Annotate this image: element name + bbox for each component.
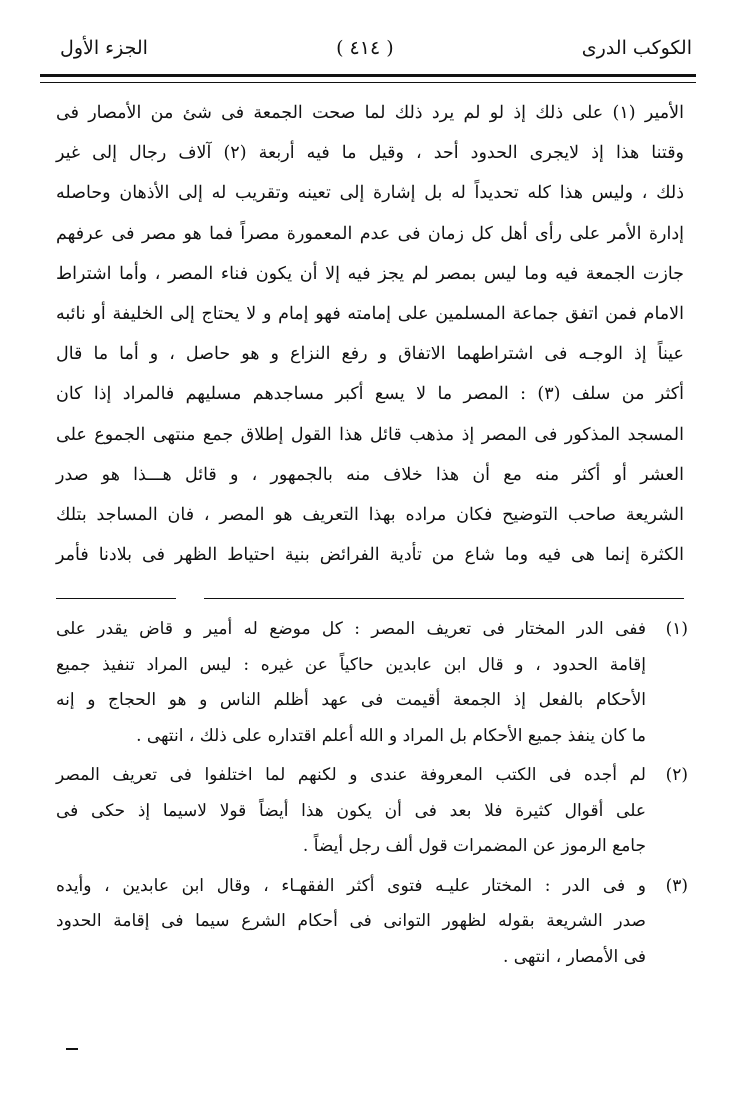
footnote-divider [56,598,684,602]
text-line: الأمير (١) على ذلك إذ لو لم يرد ذلك لما صحت الجمعة فى شئ من الأمصار فى [56,103,684,123]
volume-label: الجزء الأول [60,37,148,59]
text-line: الشريعة صاحب التوضيح فكان مراده بهذا التعريف هو المصر ، فان المساجد بتلك [56,505,684,526]
footnote-line: الأحكام بالفعل إذ الجمعة أقيمت فى عهد أظلم الناس و هو الحجاج و إنه [56,690,646,710]
footnote-line: صدر الشريعة بقوله لظهور التوانى فى أحكام الشرع سيما فى إقامة الحدود [56,911,646,931]
text-line: عيناً إذ الوجـه فى اشتراطهما الاتفاق و رفع النزاع و هو حاصل ، و أما ما قال [56,344,684,365]
footnote-line: ففى الدر المختار فى تعريف المصر : كل موضع له أمير و قاض يقدر على [56,619,646,639]
footnote-line: ما كان ينفذ جميع الأحكام بل المراد و الله أعلم اقتداره على ذلك ، انتهى . [136,725,646,746]
footnote-1 [56,612,688,754]
footnote-number: (١) [665,619,688,639]
book-title: الكوكب الدرى [581,37,692,59]
footnote-line: و فى الدر : المختار عليـه فتوى أكثر الفقهـاء ، وقال ابن عابدين ، وأيده [56,875,646,896]
footnote-text [56,869,646,976]
footnote-line: جامع الرموز عن المضمرات قول ألف رجل أيضاً . [302,836,646,856]
text-line: جازت الجمعة فيه وما ليس بمصر لم يجز فيه إلا أن يكون فناء المصر ، وأما اشتراط [56,263,684,284]
footnote-line: فى الأمصار ، انتهى . [502,946,646,967]
footnote-divider-short [56,598,176,599]
footnote-text [56,758,646,865]
footnote-number: (٣) [665,875,688,896]
text-line: المسجد المذكور فى المصر إذ مذهب قائل هذا القول إطلاق جمع منتهى الجموع على [56,424,684,445]
text-line: أكثر من سلف (٣) : المصر ما لا يسع أكبر مساجدهم مسليهم فالمراد إذا كان [56,384,684,405]
footnote-line: لم أجده فى الكتب المعروفة عندى و لكنهم لما اختلفوا فى تعريف المصر [56,765,646,785]
text-line: الامام فمن اتفق جماعة المسلمين على إمامته فهو إمام و لا يحتاج إلى الخليفة أو نائبه [56,304,684,325]
page-number: ( ٤١٤ ) [336,37,394,59]
header-rule-thick [40,74,696,77]
footnote-line: على أقوال كثيرة فلا بعد فى أن يكون هذا أيضاً قولا لاسيما إذ حكى فى [56,800,646,821]
footnotes [56,612,688,979]
footnote-2 [56,758,688,865]
footnote-divider-long [204,598,684,599]
text-line: وقتنا هذا إذ لايجرى الحدود أحد ، وقيل ما فيه أربعة (٢) آلاف رجال إلى غير [56,143,685,164]
footnote-number: (٢) [665,765,688,785]
bottom-dash [66,1048,78,1050]
page-header [60,30,692,66]
header-rule-thin [40,82,696,83]
footnote-line: إقامة الحدود ، و قال ابن عابدين حاكياً عن غيره : ليس المراد تنفيذ جميع [56,654,646,675]
main-text [56,93,684,575]
text-line: العشر أو أكثر منه مع أن هذا خلاف منه بالجمهور ، و قائل هـــذا هو صدر [56,464,684,485]
text-line: ذلك ، وليس هذا كله تحديداً له بل إشارة إلى تعينه وتقريب له إلى الأذهان وحاصله [56,183,684,204]
text-line: الكثرة إنما هى فيه وما شاع من تأدية الفرائض بنية احتياط الظهر فى بلادنا فأمر [56,545,684,566]
text-line: إدارة الأمر على رأى أهل كل زمان فى عدم المعمورة مصراً فما هو مصر فى عرفهم [56,223,684,244]
footnote-3 [56,869,688,976]
footnote-text [56,612,646,754]
